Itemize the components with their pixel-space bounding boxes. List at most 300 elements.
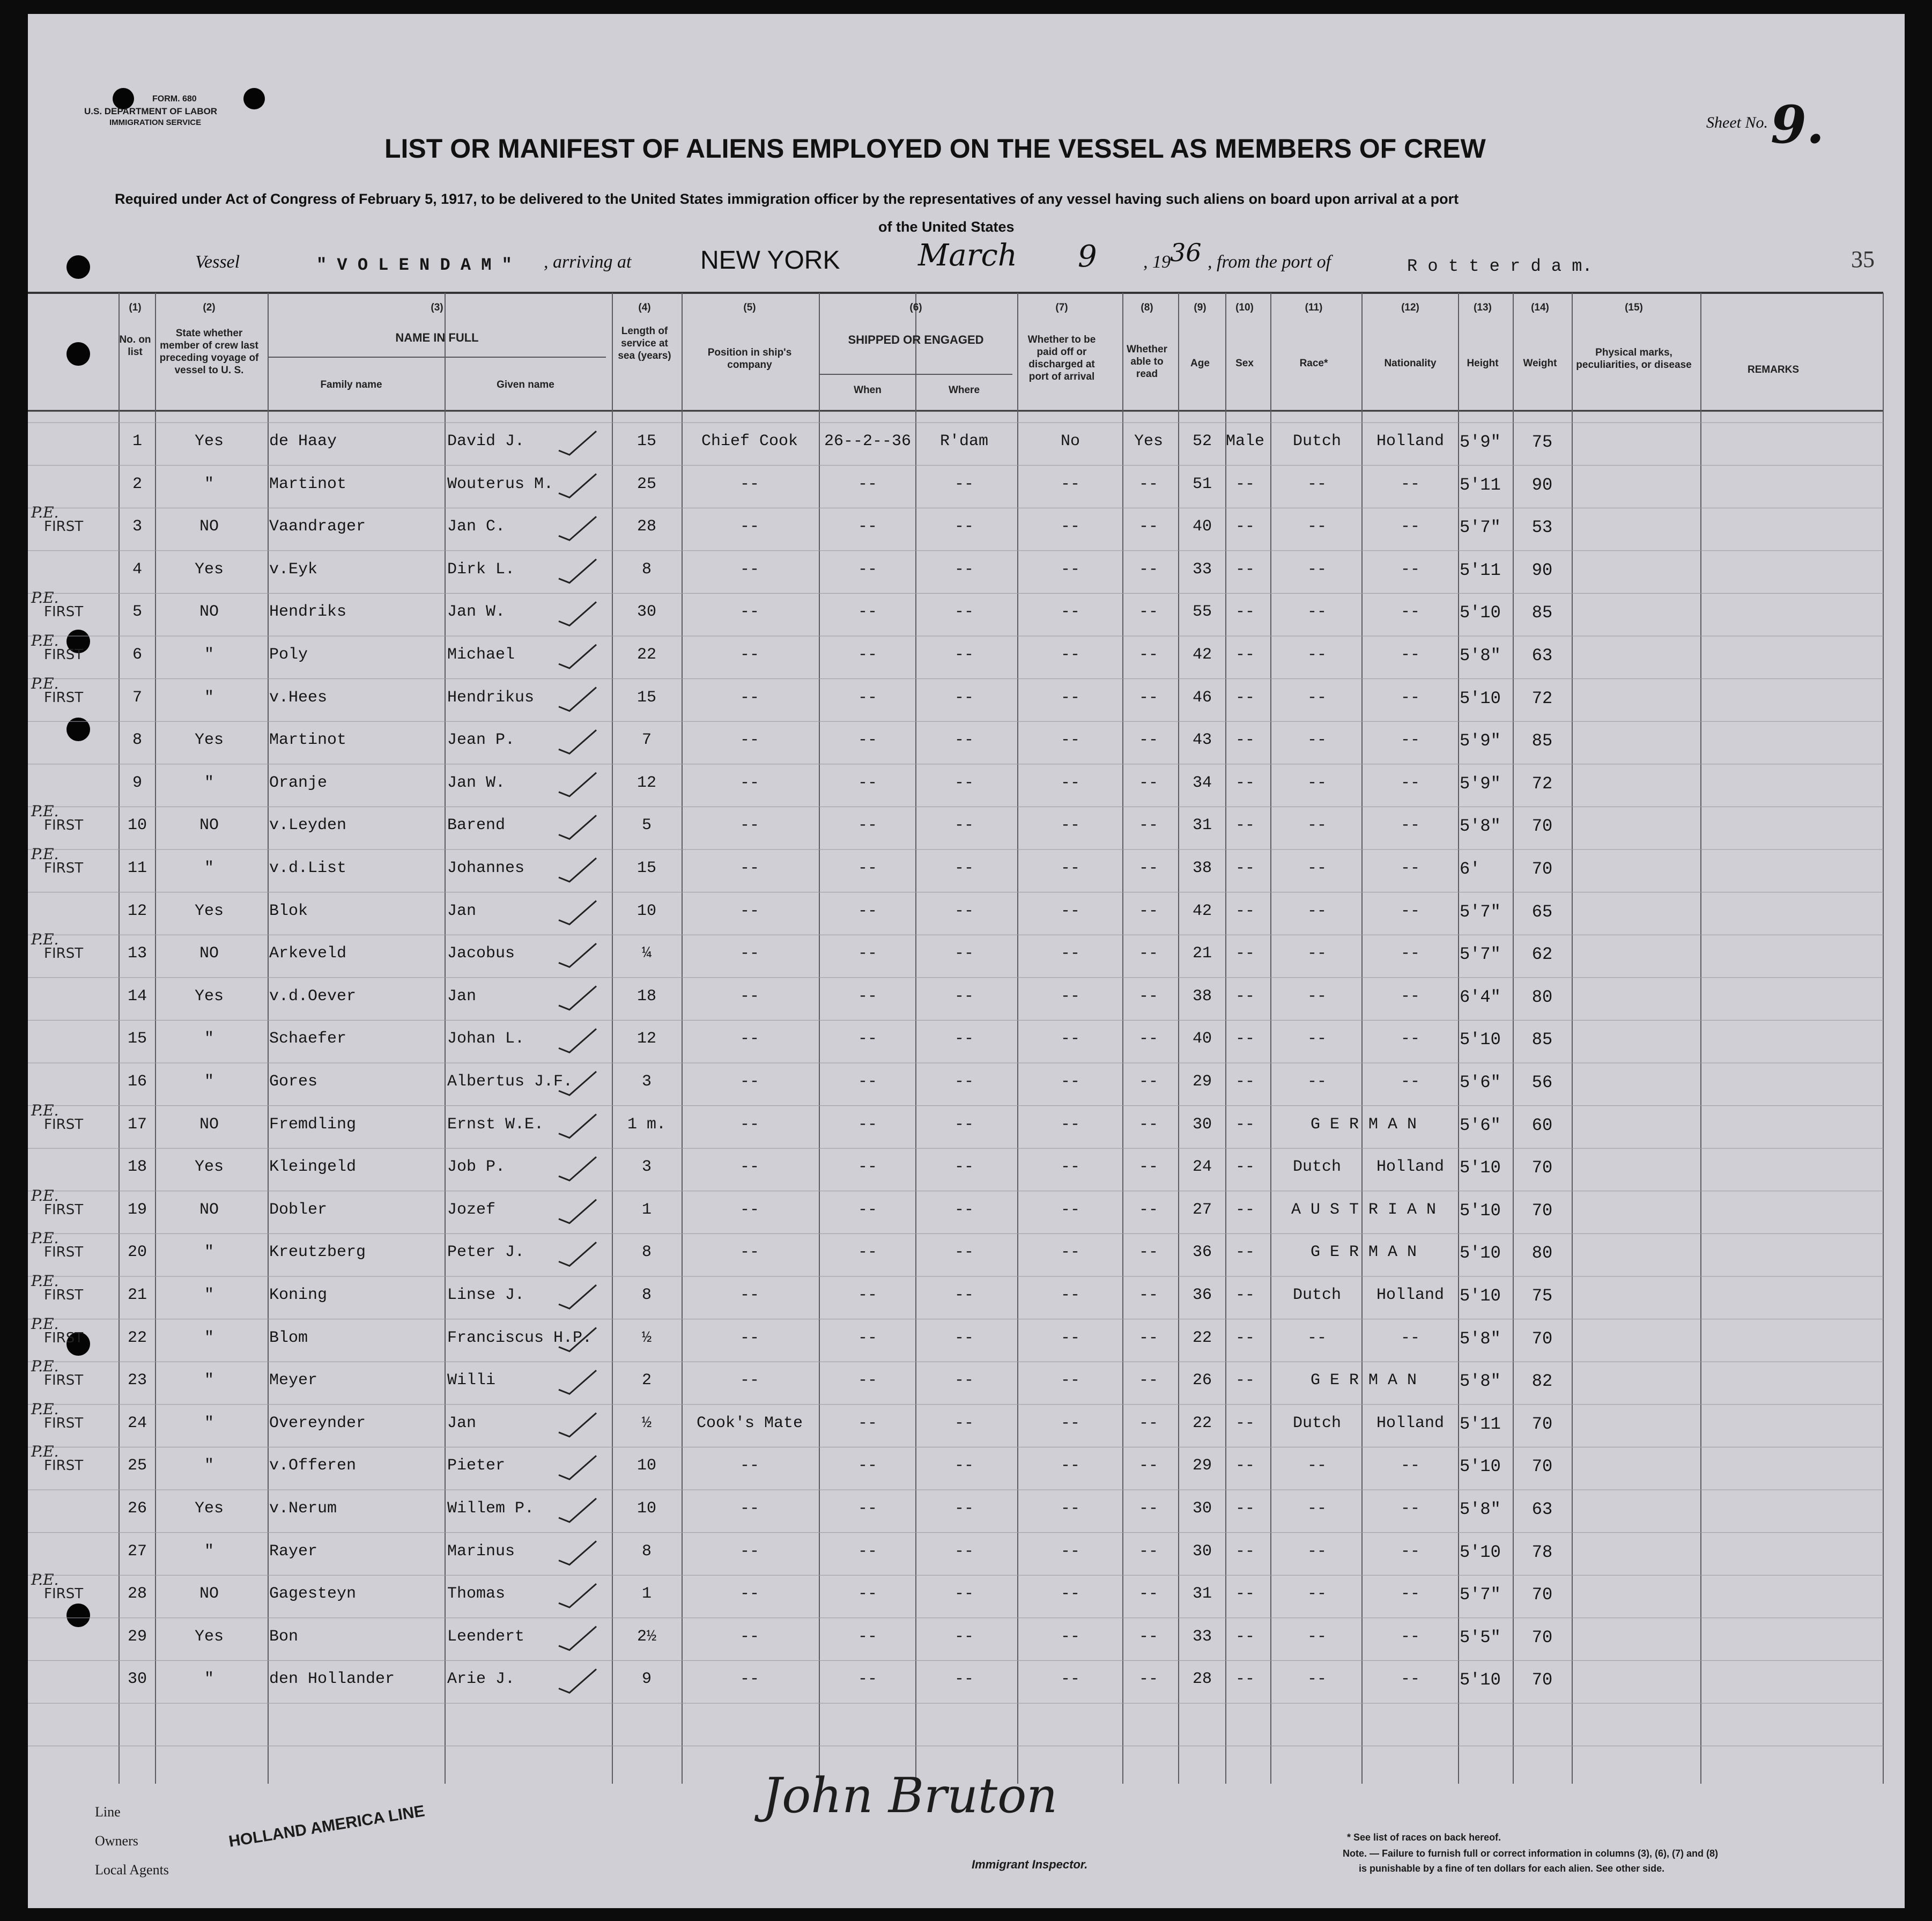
given-name: Wouterus M.	[447, 475, 554, 493]
pe-label: P.E.	[31, 1101, 59, 1119]
able-to-read: --	[1138, 1414, 1159, 1432]
check-mark	[559, 1200, 596, 1223]
previous-voyage: "	[204, 475, 214, 493]
previous-voyage: NO	[199, 816, 219, 835]
height: 5'8"	[1460, 646, 1501, 666]
paid-off: --	[1060, 518, 1080, 536]
vessel-label: Vessel	[195, 252, 240, 272]
service-years: 3	[641, 1073, 652, 1091]
row-number: 29	[127, 1627, 147, 1646]
row-number: 21	[127, 1286, 147, 1304]
pe-first-mark	[31, 1573, 83, 1601]
race: --	[1307, 1499, 1327, 1518]
row-number: 11	[127, 859, 147, 877]
race-nationality: A U S T R I A N	[1291, 1200, 1437, 1219]
ship-position: --	[739, 1670, 760, 1689]
shipped-when: --	[857, 518, 878, 536]
check-mark	[559, 1370, 596, 1394]
able-to-read: --	[1138, 944, 1159, 963]
pe-first-mark	[31, 1402, 83, 1430]
paid-off: --	[1060, 1030, 1080, 1048]
row-number: 20	[127, 1243, 147, 1262]
family-name: den Hollander	[269, 1670, 395, 1689]
given-name: Jean P.	[447, 731, 515, 750]
manifest-title: LIST OR MANIFEST OF ALIENS EMPLOYED ON THE VESSEL AS MEMBERS OF CREW	[384, 134, 1486, 164]
weight: 60	[1531, 1115, 1553, 1135]
race: --	[1307, 1030, 1327, 1048]
sex: --	[1235, 1030, 1255, 1048]
pe-first-mark	[31, 591, 83, 619]
family-name: Kleingeld	[269, 1158, 357, 1177]
pe-first-mark	[31, 804, 83, 832]
pe-first-mark	[31, 1274, 83, 1302]
given-name: Dirk L.	[447, 560, 515, 579]
given-name: Willi	[447, 1371, 496, 1390]
vessel-name: " V O L E N D A M "	[316, 255, 512, 275]
age: 29	[1192, 1073, 1212, 1091]
previous-voyage: "	[204, 1371, 214, 1390]
race-nationality: G E R M A N	[1310, 1115, 1417, 1134]
height: 5'7"	[1460, 1585, 1501, 1605]
able-to-read: --	[1138, 1286, 1159, 1304]
given-name: Hendrikus	[447, 688, 535, 707]
height: 5'5"	[1460, 1627, 1501, 1647]
nationality: --	[1400, 688, 1420, 707]
height: 5'7"	[1460, 944, 1501, 965]
age: 28	[1192, 1670, 1212, 1689]
check-mark	[559, 431, 596, 455]
check-mark	[559, 1413, 596, 1437]
height: 6'	[1460, 859, 1481, 879]
family-name: Bon	[269, 1627, 299, 1646]
service-years: ½	[641, 1414, 652, 1432]
height: 5'9"	[1460, 432, 1501, 452]
arrival-year: 36	[1170, 238, 1202, 267]
weight: 62	[1531, 944, 1553, 965]
paid-off: --	[1060, 1627, 1080, 1646]
ship-position: --	[739, 1627, 760, 1646]
age: 27	[1192, 1200, 1212, 1219]
sex: --	[1235, 475, 1255, 493]
previous-voyage: NO	[199, 1115, 219, 1134]
able-to-read: --	[1138, 1670, 1159, 1689]
height: 5'10	[1460, 603, 1501, 623]
paid-off: --	[1060, 688, 1080, 707]
ship-position: --	[739, 1243, 760, 1262]
col-3-label: NAME IN FULL	[395, 331, 479, 344]
shipped-where: --	[954, 1542, 974, 1561]
ship-position: Chief Cook	[701, 432, 798, 450]
col-where-label: Where	[948, 385, 980, 396]
given-name: Ernst W.E.	[447, 1115, 544, 1134]
weight: 63	[1531, 1499, 1553, 1519]
service-years: 12	[636, 1030, 657, 1048]
col-14-num: (14)	[1531, 302, 1549, 313]
sex: --	[1235, 987, 1255, 1006]
service-years: 3	[641, 1158, 652, 1177]
able-to-read: --	[1138, 816, 1159, 835]
previous-voyage: "	[204, 1030, 214, 1048]
shipped-when: --	[857, 987, 878, 1006]
shipped-where: --	[954, 1328, 974, 1347]
ship-position: --	[739, 1073, 760, 1091]
ship-position: --	[739, 731, 760, 750]
sex: --	[1235, 816, 1255, 835]
age: 40	[1192, 518, 1212, 536]
pe-first-mark	[31, 506, 83, 534]
weight: 72	[1531, 688, 1553, 708]
pe-first-mark	[31, 674, 84, 706]
shipped-when: --	[857, 1243, 878, 1262]
paid-off: --	[1060, 773, 1080, 792]
origin-port: R o t t e r d a m.	[1407, 256, 1593, 276]
shipped-where: --	[954, 987, 974, 1006]
first-label: FIRST	[44, 519, 84, 535]
shipped-where: --	[954, 1585, 974, 1604]
height: 5'9"	[1460, 773, 1501, 794]
shipped-when: --	[857, 1200, 878, 1219]
given-name: Job P.	[447, 1158, 506, 1177]
shipped-when: --	[857, 475, 878, 493]
sheet-number: 9.	[1771, 94, 1825, 155]
shipped-where: --	[954, 1457, 974, 1475]
paid-off: --	[1060, 731, 1080, 750]
weight: 70	[1531, 816, 1553, 837]
col-6-num: (6)	[909, 302, 922, 313]
weight: 85	[1531, 603, 1553, 623]
pe-label: P.E.	[31, 589, 59, 607]
race: --	[1307, 1585, 1327, 1604]
col-15-label: Physical marks, peculiarities, or disease	[1576, 347, 1692, 371]
able-to-read: --	[1138, 646, 1159, 664]
ship-position: --	[739, 902, 760, 920]
age: 43	[1192, 731, 1212, 750]
height: 5'8"	[1460, 1499, 1501, 1519]
row-number: 13	[127, 944, 147, 963]
row-number: 23	[127, 1371, 147, 1390]
row-number: 17	[127, 1115, 147, 1134]
sex: --	[1235, 1670, 1255, 1689]
pe-first-mark	[31, 1231, 83, 1259]
paid-off: --	[1060, 1414, 1080, 1432]
pe-label: P.E.	[31, 1357, 59, 1376]
weight: 70	[1531, 1200, 1553, 1221]
first-label: FIRST	[44, 1586, 84, 1602]
col-9-num: (9)	[1194, 302, 1206, 313]
nationality: --	[1400, 987, 1420, 1006]
pe-first-mark	[31, 930, 84, 962]
service-years: 8	[641, 1243, 652, 1262]
shipped-where: --	[954, 731, 974, 750]
race: --	[1307, 603, 1327, 622]
row-number: 26	[127, 1499, 147, 1518]
able-to-read: Yes	[1134, 432, 1164, 450]
pe-first-mark	[31, 1445, 83, 1473]
race: --	[1307, 1670, 1327, 1689]
family-name: Schaefer	[269, 1030, 347, 1048]
able-to-read: --	[1138, 1627, 1159, 1646]
height: 5'11	[1460, 560, 1501, 580]
row-number: 28	[127, 1585, 147, 1604]
sex: --	[1235, 944, 1255, 963]
weight: 70	[1531, 1670, 1553, 1690]
pe-first-mark	[31, 1101, 84, 1133]
sex: --	[1235, 603, 1255, 622]
height: 5'10	[1460, 1542, 1501, 1562]
given-name: Barend	[447, 816, 506, 835]
row-number: 25	[127, 1457, 147, 1475]
sex: --	[1235, 902, 1255, 920]
sex: --	[1235, 1115, 1255, 1134]
first-label: FIRST	[44, 1116, 84, 1133]
nationality: --	[1400, 859, 1420, 877]
check-mark	[559, 1242, 596, 1266]
col-1-label: No. on list	[119, 334, 151, 358]
family-name: Fremdling	[269, 1115, 357, 1134]
family-name: Martinot	[269, 475, 347, 493]
service-years: 2½	[636, 1627, 657, 1646]
previous-voyage: NO	[199, 1200, 219, 1219]
pe-label: P.E.	[31, 1571, 59, 1589]
race: --	[1307, 944, 1327, 963]
row-number: 19	[127, 1200, 147, 1219]
service-years: 1	[641, 1200, 652, 1219]
sex: --	[1235, 560, 1255, 579]
previous-voyage: "	[204, 1414, 214, 1432]
race-nationality: G E R M A N	[1310, 1371, 1417, 1390]
sex: --	[1235, 518, 1255, 536]
shipped-where: --	[954, 518, 974, 536]
nationality: --	[1400, 518, 1420, 536]
check-mark	[559, 1029, 596, 1052]
shipped-where: --	[954, 603, 974, 622]
check-mark	[559, 1627, 596, 1650]
family-name: Dobler	[269, 1200, 328, 1219]
age: 55	[1192, 603, 1212, 622]
ship-position: --	[739, 1030, 760, 1048]
weight: 63	[1531, 646, 1553, 666]
pe-label: P.E.	[31, 674, 59, 692]
previous-voyage: "	[204, 773, 214, 792]
shipped-when: --	[857, 1158, 878, 1177]
service-years: 2	[641, 1371, 652, 1390]
height: 5'8"	[1460, 1371, 1501, 1392]
shipped-where: --	[954, 1286, 974, 1304]
age: 30	[1192, 1499, 1212, 1518]
row-number: 27	[127, 1542, 147, 1561]
able-to-read: --	[1138, 560, 1159, 579]
manifest-subtitle: Required under Act of Congress of February 5, 1917, to be delivered to the United States immigration officer by the representatives of any vessel having such aliens on board upon arrival at a port	[115, 191, 1459, 207]
shipped-when: --	[857, 816, 878, 835]
shipped-when: --	[857, 944, 878, 963]
shipped-when: 26--2--36	[824, 432, 912, 450]
pe-label: P.E.	[31, 930, 59, 949]
service-years: 25	[636, 475, 657, 493]
shipped-where: --	[954, 773, 974, 792]
nationality: --	[1400, 1627, 1420, 1646]
check-mark	[559, 943, 596, 967]
race: Dutch	[1292, 1158, 1342, 1177]
ship-position: --	[739, 816, 760, 835]
age: 36	[1192, 1286, 1212, 1304]
weight: 70	[1531, 859, 1553, 879]
family-name: Blok	[269, 902, 308, 920]
height: 5'10	[1460, 688, 1501, 708]
inspector-signature: John Bruton	[763, 1768, 1058, 1824]
shipped-where: --	[954, 1670, 974, 1689]
pe-first-mark	[31, 1357, 84, 1389]
col-3-num: (3)	[431, 302, 443, 313]
nationality: --	[1400, 1670, 1420, 1689]
paid-off: --	[1060, 1115, 1080, 1134]
given-name: Arie J.	[447, 1670, 515, 1689]
row-number: 22	[127, 1328, 147, 1347]
shipped-when: --	[857, 902, 878, 920]
check-mark	[559, 986, 596, 1010]
sex: --	[1235, 1627, 1255, 1646]
arriving-label: , arriving at	[544, 252, 632, 272]
pe-label: P.E.	[31, 632, 59, 649]
row-number: 24	[127, 1414, 147, 1432]
race: --	[1307, 1457, 1327, 1475]
check-mark	[559, 1285, 596, 1309]
given-name: Jozef	[447, 1200, 496, 1219]
year-label: , 19	[1143, 252, 1171, 272]
nationality: --	[1400, 1073, 1420, 1091]
previous-voyage: Yes	[194, 1627, 224, 1646]
shipped-where: --	[954, 944, 974, 963]
given-name: Jan	[447, 1414, 477, 1432]
able-to-read: --	[1138, 859, 1159, 877]
pe-first-mark	[31, 1186, 84, 1218]
col-when-label: When	[854, 385, 882, 396]
col-family-label: Family name	[320, 379, 382, 390]
race: Dutch	[1292, 432, 1342, 450]
height: 5'7"	[1460, 902, 1501, 922]
row-number: 15	[127, 1030, 147, 1048]
weight: 56	[1531, 1073, 1553, 1092]
ship-position: --	[739, 1371, 760, 1390]
col-2-num: (2)	[203, 302, 216, 313]
shipped-where: --	[954, 646, 974, 664]
owners-label: Owners	[95, 1833, 138, 1849]
age: 31	[1192, 816, 1212, 835]
weight: 72	[1531, 773, 1553, 794]
form-service: IMMIGRATION SERVICE	[109, 118, 202, 127]
able-to-read: --	[1138, 475, 1159, 493]
first-label: FIRST	[44, 1415, 84, 1431]
age: 22	[1192, 1328, 1212, 1347]
first-label: FIRST	[44, 860, 84, 876]
height: 5'6"	[1460, 1115, 1501, 1135]
col-13-num: (13)	[1474, 302, 1492, 313]
age: 31	[1192, 1585, 1212, 1604]
previous-voyage: Yes	[194, 432, 224, 450]
ship-position: Cook's Mate	[696, 1414, 803, 1432]
race: --	[1307, 859, 1327, 877]
age: 38	[1192, 987, 1212, 1006]
shipped-when: --	[857, 1115, 878, 1134]
inspector-label: Immigrant Inspector.	[972, 1858, 1088, 1871]
nationality: --	[1400, 1585, 1420, 1604]
shipped-where: --	[954, 1414, 974, 1432]
shipped-where: --	[954, 1200, 974, 1219]
shipped-where: --	[954, 859, 974, 877]
manifest-sheet	[28, 14, 1905, 1908]
family-name: Oranje	[269, 773, 328, 792]
sex: --	[1235, 1457, 1255, 1475]
col-remarks-label: REMARKS	[1747, 364, 1800, 375]
nationality: --	[1400, 646, 1420, 664]
nationality: --	[1400, 773, 1420, 792]
previous-voyage: Yes	[194, 731, 224, 750]
check-mark	[559, 1157, 596, 1180]
arrival-day: 9	[1078, 239, 1097, 274]
check-mark	[559, 1114, 596, 1138]
shipped-when: --	[857, 1499, 878, 1518]
col-12-label: Nationality	[1384, 358, 1437, 369]
weight: 85	[1531, 1030, 1553, 1050]
height: 5'10	[1460, 1030, 1501, 1050]
previous-voyage: NO	[199, 518, 219, 536]
local-agents-label: Local Agents	[95, 1862, 169, 1878]
row-number: 5	[132, 603, 143, 622]
col-given-label: Given name	[497, 379, 554, 390]
col-10-num: (10)	[1235, 302, 1254, 313]
nationality: --	[1400, 1030, 1420, 1048]
age: 36	[1192, 1243, 1212, 1262]
ship-position: --	[739, 518, 760, 536]
previous-voyage: "	[204, 1286, 214, 1304]
race: --	[1307, 773, 1327, 792]
able-to-read: --	[1138, 1499, 1159, 1518]
pe-label: P.E.	[31, 802, 59, 821]
weight: 82	[1531, 1371, 1553, 1392]
ship-position: --	[739, 1542, 760, 1561]
footnote-races: * See list of races on back hereof.	[1347, 1832, 1501, 1843]
col-5-num: (5)	[743, 302, 756, 313]
able-to-read: --	[1138, 1243, 1159, 1262]
previous-voyage: Yes	[194, 1158, 224, 1177]
ship-position: --	[739, 1457, 760, 1475]
sex: --	[1235, 1243, 1255, 1262]
footnote-penalty-2: is punishable by a fine of ten dollars for each alien. See other side.	[1359, 1863, 1665, 1874]
col-7-num: (7)	[1055, 302, 1068, 313]
previous-voyage: "	[204, 1243, 214, 1262]
shipped-where: --	[954, 1371, 974, 1390]
pe-label: P.E.	[31, 845, 59, 863]
col-4-label: Length of service at sea (years)	[618, 326, 671, 361]
age: 52	[1192, 432, 1212, 450]
paid-off: --	[1060, 475, 1080, 493]
family-name: Vaandrager	[269, 518, 366, 536]
check-mark	[559, 688, 596, 711]
shipped-when: --	[857, 1414, 878, 1432]
shipped-when: --	[857, 859, 878, 877]
paid-off: --	[1060, 1499, 1080, 1518]
col-7-label: Whether to be paid off or discharged at port of arrival	[1027, 334, 1096, 382]
weight: 70	[1531, 1158, 1553, 1178]
given-name: Thomas	[447, 1585, 506, 1604]
ship-position: --	[739, 688, 760, 707]
first-label: FIRST	[44, 647, 84, 663]
first-label: FIRST	[44, 1287, 84, 1303]
first-label: FIRST	[44, 689, 84, 706]
pe-label: P.E.	[31, 1400, 59, 1418]
col-12-num: (12)	[1401, 302, 1419, 313]
age: 46	[1192, 688, 1212, 707]
first-label: FIRST	[44, 1458, 84, 1474]
